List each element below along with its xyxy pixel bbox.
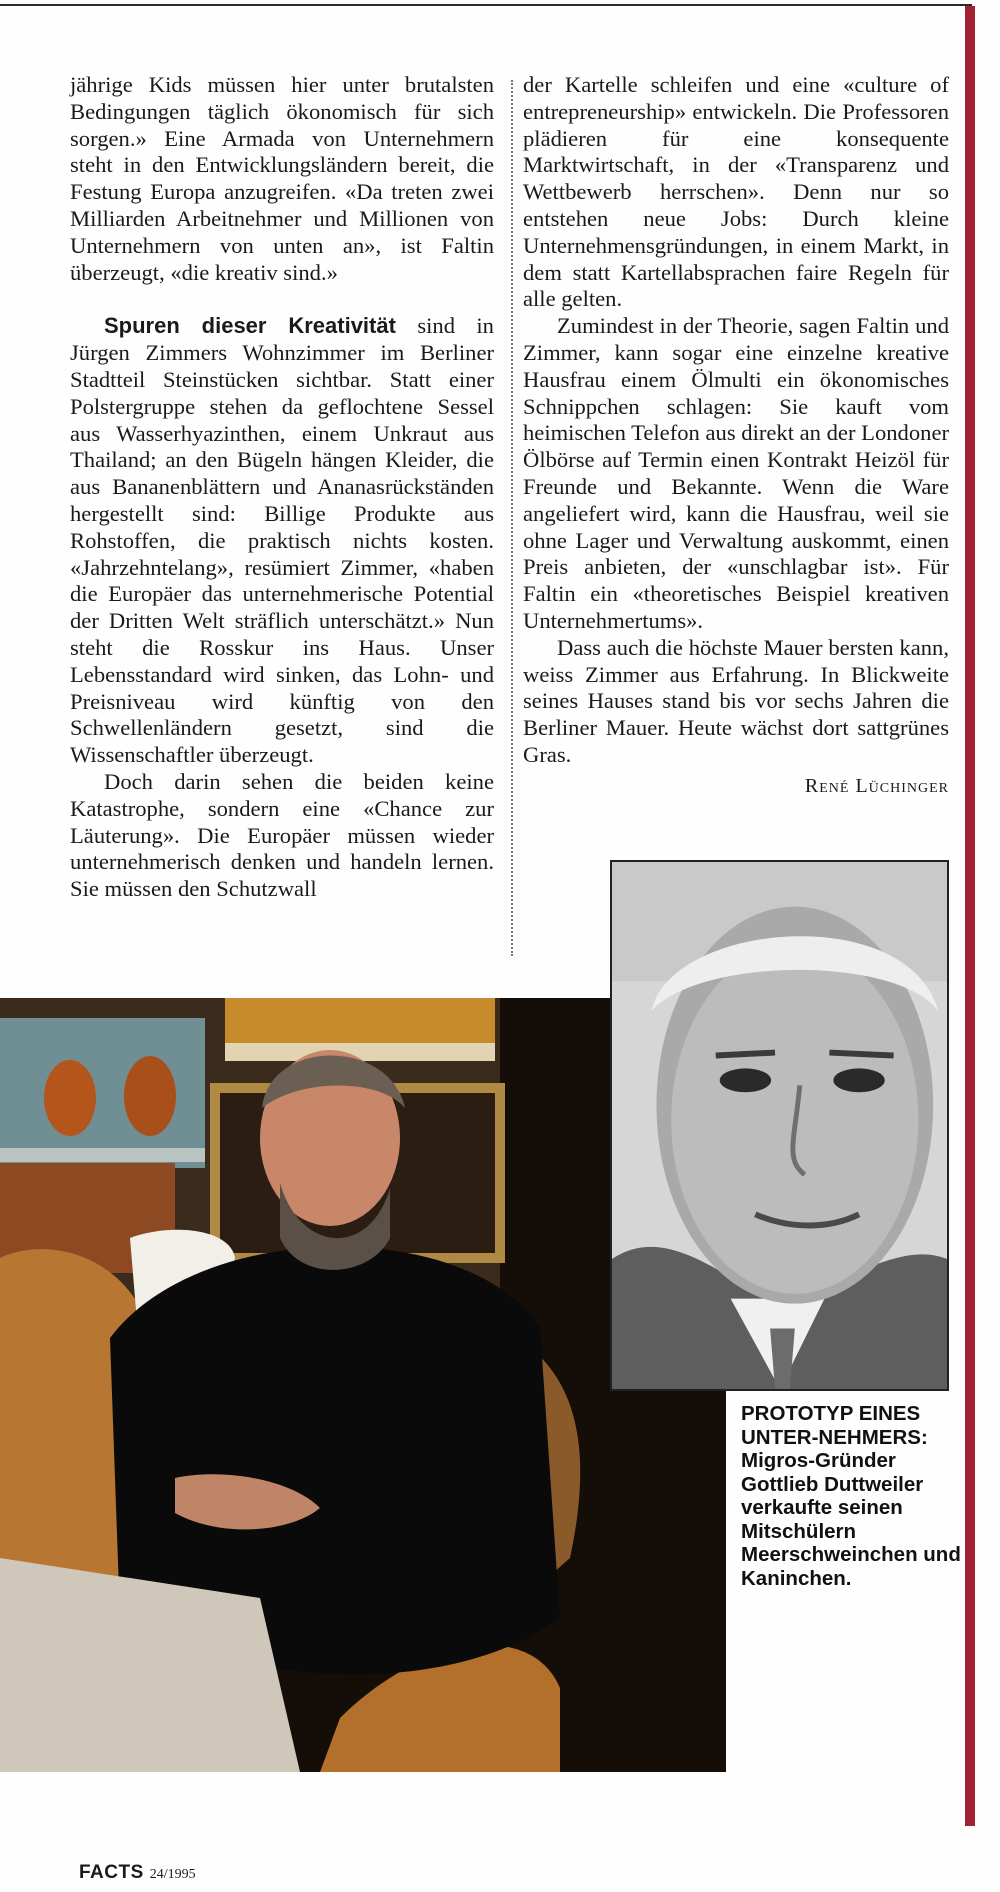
paragraph: Zumindest in der Theorie, sagen Faltin und Zimmer, kann sogar eine einzelne kreative Hausfrau einem Ölmulti ein ökonomisches Schnippchen schlagen: Sie kauft vom heimischen Telefon aus direkt an der Londoner Ölbörse auf Termin einen Kontrakt Heizöl für Freunde und Bekannte. Wenn die Ware angeliefert wird, kann die Hausfrau, weil sie ohne Lager und Verwaltung auskommt, einen Preis anbieten, der «unschlagbar ist». Für Faltin ein «theoretisches Beispiel kreativen Unternehmertums». [523,313,949,633]
paragraph: Dass auch die höchste Mauer bersten kann, weiss Zimmer aus Erfahrung. In Blickweite seines Hauses stand bis vor sechs Jahren die Berliner Mauer. Heute wächst dort sattgrünes Gras. [523,634,949,767]
photo-caption [741,1402,971,1590]
caption-text: Migros-Gründer Gottlieb Duttweiler verkaufte seinen Mitschülern Meerschweinchen und Kaninchen. [741,1449,961,1590]
column-divider [511,80,513,956]
photo-gottlieb-duttweiler [610,860,949,1391]
paragraph: Doch darin sehen die beiden keine Katastrophe, sondern eine «Chance zur Läuterung». Die Europäer müssen wieder unternehmerisch denken und handeln lernen. Sie müssen den Schutzwall [70,768,494,902]
article-column-left [70,72,494,903]
caption-title: PROTOTYP EINES UNTER-NEHMERS: [741,1402,928,1449]
paragraph: jährige Kids müssen hier unter brutalsten Bedingungen täglich ökonomisch für sich sorgen.» Eine Armada von Unternehmern steht in den Entwicklungsländern bereit, die Festung Europa anzugreifen. «Da treten zwei Milliarden Arbeitnehmer und Millionen von Unternehmern von unten an», ist Faltin überzeugt, «die kreativ sind.» [70,72,494,285]
magazine-name: FACTS [79,1862,144,1883]
page-footer [79,1862,196,1884]
paragraph-text: sind in Jürgen Zimmers Wohnzimmer im Berliner Stadtteil Steinstücken sichtbar. Statt einer Polstergruppe stehen da geflochtene Sessel aus Wasserhyazinthen, einem Unkraut aus Thailand; an den Bügeln hängen Kleider, die aus Bananenblättern und Ananasrückständen hergestellt sind: Billige Produkte aus Rohstoffen, die praktisch nichts kosten. «Jahrzehntelang», resümiert Zimmer, «haben die Europäer das unternehmerische Potential der Dritten Welt sträflich unterschätzt.» Nun steht die Rosskur ins Haus. Unser Lebensstandard wird sinken, das Lohn- und Preisniveau wird künftig von den Schwellenländern gesetzt, sind die Wissenschaftler überzeugt. [70,313,494,768]
top-rule [0,4,972,6]
paragraph [70,313,494,769]
article-column-right [523,72,949,800]
author-byline: René Lüchinger [804,774,949,797]
issue-number: 24/1995 [149,1867,196,1882]
paragraph: der Kartelle schleifen und eine «culture of entrepreneurship» entwickeln. Die Professoren plädieren für eine konsequente Marktwirtschaft, in der «Transparenz und Wettbewerb herrschen». Denn nur so entstehen neue Jobs: Durch kleine Unternehmensgründungen, in einem Markt, in dem statt Kartellabsprachen faire Regeln für alle gelten. [523,72,949,312]
paragraph-lead-in: Spuren dieser Kreativität [104,313,396,339]
